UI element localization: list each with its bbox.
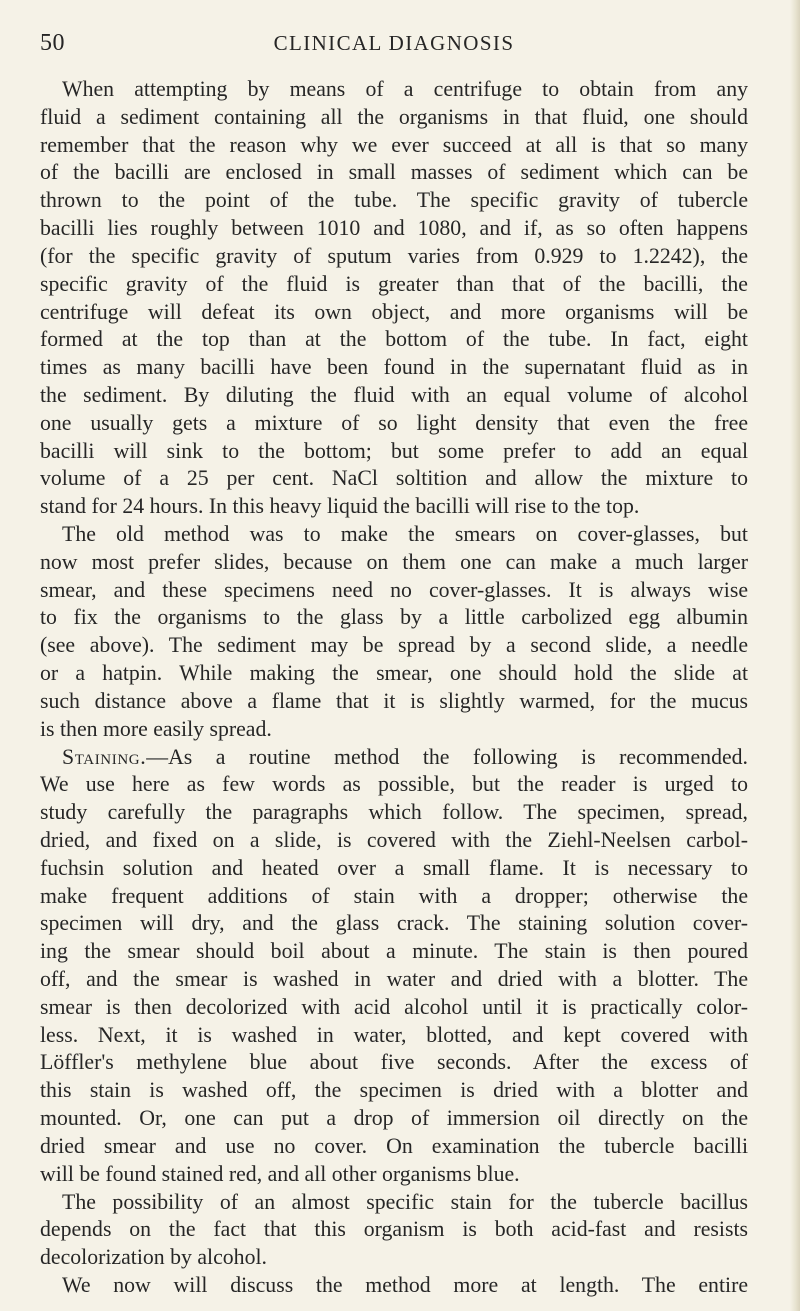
text-line: When attempting by means of a centrifuge to obtain from any <box>62 77 748 101</box>
text-line: such distance above a flame that it is slightly warmed, for the mucus <box>40 688 748 713</box>
text-line: depends on the fact that this organism is both acid-fast and resists <box>40 1217 748 1242</box>
text-line: specific gravity of the fluid is greater than that of the bacilli, the <box>40 271 748 296</box>
text-line: one usually gets a mixture of so light density that even the free <box>40 410 748 435</box>
text-line: is then more easily spread. <box>40 716 272 741</box>
text-line: now most prefer slides, because on them one can make a much larger <box>40 549 748 574</box>
text-line: formed at the top than at the bottom of the tube. In fact, eight <box>40 327 748 352</box>
text-line: (see above). The sediment may be spread by a second slide, a needle <box>40 633 748 658</box>
text-line: times as many bacilli have been found in the supernatant fluid as in <box>40 355 748 380</box>
text-line: or a hatpin. While making the smear, one should hold the slide at <box>40 661 748 686</box>
text-line: ing the smear should boil about a minute. The stain is then poured <box>40 939 748 964</box>
text-line: We use here as few words as possible, but the reader is urged to <box>40 772 748 797</box>
text-line: off, and the smear is washed in water and dried with a blotter. The <box>40 967 748 991</box>
text-line: stand for 24 hours. In this heavy liquid the bacilli will rise to the top. <box>40 494 640 519</box>
running-title: CLINICAL DIAGNOSIS <box>273 31 515 55</box>
text-line: bacilli will sink to the bottom; but some prefer to add an equal <box>40 438 748 463</box>
text-line: bacilli lies roughly between 1010 and 1080, and if, as so often happens <box>40 216 748 241</box>
text-line: Löffler's methylene blue about five seconds. After the excess of <box>40 1050 748 1075</box>
text-line: smear is then decolorized with acid alcohol until it is practically color- <box>40 994 748 1019</box>
page-edge <box>790 0 800 1311</box>
text-line: will be found stained red, and all other organisms blue. <box>40 1161 520 1186</box>
section-heading: Staining. <box>62 744 147 769</box>
page-header <box>40 30 748 60</box>
body-text <box>40 76 748 1300</box>
text-line: We now will discuss the method more at length. The entire <box>62 1272 748 1297</box>
text-line: The possibility of an almost specific stain for the tubercle bacillus <box>62 1189 748 1214</box>
text-line: centrifuge will defeat its own object, and more organisms will be <box>40 299 748 324</box>
text-line: of the bacilli are enclosed in small masses of sediment which can be <box>40 160 748 185</box>
text-line: fluid a sediment containing all the organisms in that fluid, one should <box>40 104 748 129</box>
text-line: The old method was to make the smears on cover-glasses, but <box>62 522 748 546</box>
text-line: dried smear and use no cover. On examination the tubercle bacilli <box>40 1133 748 1158</box>
text-line: remember that the reason why we ever succeed at all is that so many <box>40 132 748 157</box>
text-line: decolorization by alcohol. <box>40 1245 267 1270</box>
text-line: dried, and fixed on a slide, is covered with the Ziehl-Neelsen carbol- <box>40 827 748 852</box>
text-line: less. Next, it is washed in water, blotted, and kept covered with <box>40 1022 748 1047</box>
text-line: smear, and these specimens need no cover-glasses. It is always wise <box>40 577 748 602</box>
text-line: volume of a 25 per cent. NaCl soltition and allow the mixture to <box>40 466 748 491</box>
text-line: make frequent additions of stain with a dropper; otherwise the <box>40 883 748 908</box>
text-line: mounted. Or, one can put a drop of immersion oil directly on the <box>40 1106 748 1131</box>
text-line: (for the specific gravity of sputum varies from 0.929 to 1.2242), the <box>40 243 748 268</box>
text-line: the sediment. By diluting the fluid with an equal volume of alcohol <box>40 382 748 407</box>
text-line: thrown to the point of the tube. The specific gravity of tubercle <box>40 188 748 213</box>
text-line: Staining.—As a routine method the following is recommended. <box>62 744 748 769</box>
text-line: specimen will dry, and the glass crack. The staining solution cover- <box>40 911 748 936</box>
text-line: this stain is washed off, the specimen is dried with a blotter and <box>40 1078 748 1103</box>
page-number: 50 <box>40 30 65 56</box>
text-line: fuchsin solution and heated over a small flame. It is necessary to <box>40 855 748 880</box>
text-line: study carefully the paragraphs which follow. The specimen, spread, <box>40 800 748 825</box>
text-line: to fix the organisms to the glass by a little carbolized egg albumin <box>40 605 748 630</box>
